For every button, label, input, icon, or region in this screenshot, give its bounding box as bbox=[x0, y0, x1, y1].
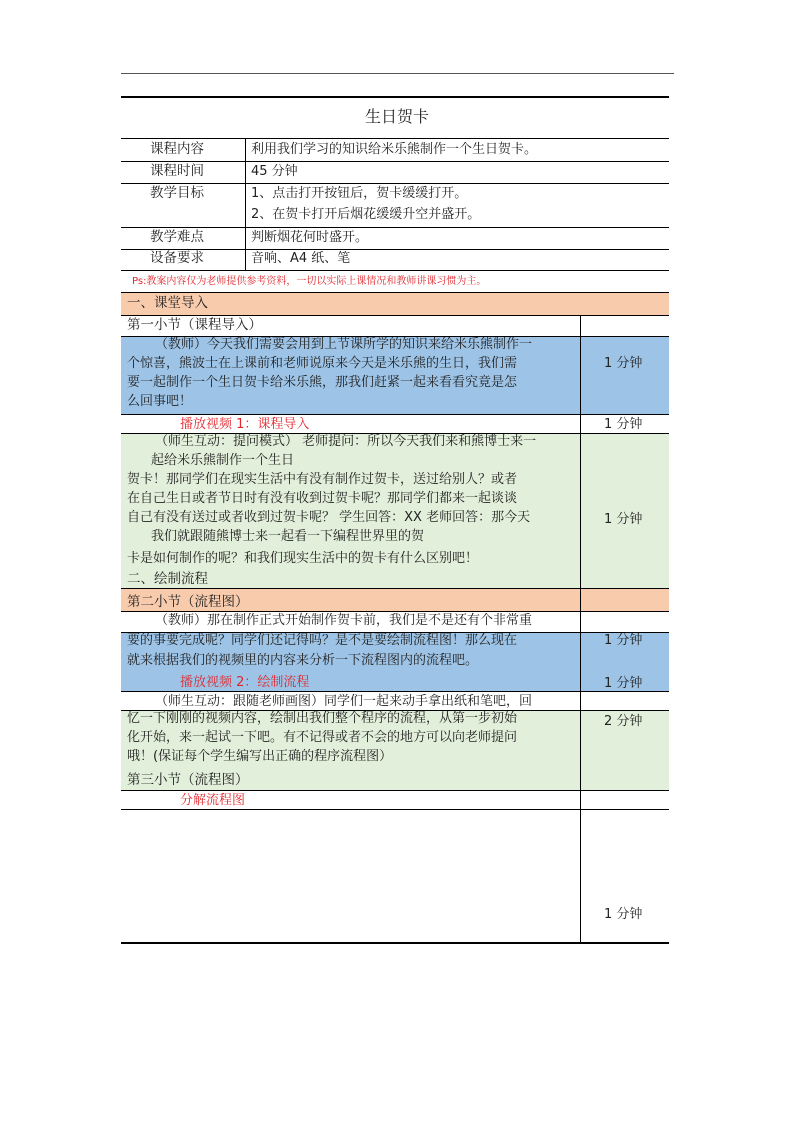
duration-label: 1 分钟 bbox=[604, 356, 643, 371]
duration-label: 1 分钟 bbox=[604, 512, 643, 527]
teacher-line: 就来根据我们的视频里的内容来分析一下流程图内的流程吧。 bbox=[127, 653, 479, 668]
video-2-label: 播放视频 2：绘制流程 bbox=[180, 675, 310, 690]
section-1-title: 一、课堂导入 bbox=[127, 295, 208, 311]
subsection-1-title: 第一小节（课程导入） bbox=[127, 317, 262, 333]
decompose-label: 分解流程图 bbox=[180, 793, 246, 808]
header-rule bbox=[121, 73, 674, 74]
duration-label: 1 分钟 bbox=[604, 676, 643, 691]
interact-line: 自己有没有送过或者收到过贺卡呢？ 学生回答：XX 老师回答：那今天 bbox=[127, 510, 531, 525]
interact-line: 哦！(保证每个学生编写出正确的程序流程图） bbox=[127, 749, 393, 764]
info-value-time: 45 分钟 bbox=[251, 164, 298, 179]
info-value-goal-1: 1、点击打开按钮后，贺卡缓缓打开。 bbox=[251, 186, 468, 201]
subsection-2-title: 第二小节（流程图） bbox=[127, 594, 249, 610]
info-value-content: 利用我们学习的知识给米乐熊制作一个生日贺卡。 bbox=[251, 142, 538, 157]
interact-line: 忆一下刚刚的视频内容，绘制出我们整个程序的流程，从第一步初始 bbox=[127, 711, 518, 726]
teacher-line: 个惊喜，熊波士在上课前和老师说原来今天是米乐熊的生日，我们需 bbox=[127, 356, 518, 371]
document-title: 生日贺卡 bbox=[364, 107, 429, 126]
duration-label: 2 分钟 bbox=[604, 714, 643, 729]
teacher-line: （教师）今天我们需要会用到上节课所学的知识来给米乐熊制作一 bbox=[155, 337, 533, 352]
duration-label: 1 分钟 bbox=[604, 633, 643, 648]
teacher-line: 要的事要完成呢？同学们还记得吗？是不是要绘制流程图！那么现在 bbox=[127, 633, 518, 648]
interact-line: 化开始，来一起试一下吧。有不记得或者不会的地方可以向老师提问 bbox=[127, 730, 518, 745]
info-label-content: 课程内容 bbox=[150, 141, 204, 157]
info-label-time: 课程时间 bbox=[150, 163, 204, 179]
note-text: Ps:教案内容仅为老师提供参考资料，一切以实际上课情况和教师讲课习惯为主。 bbox=[132, 276, 487, 287]
info-label-difficulty: 教学难点 bbox=[150, 229, 204, 245]
teacher-line: 要一起制作一个生日贺卡给米乐熊，那我们赶紧一起来看看究竟是怎 bbox=[127, 375, 518, 390]
interact-line: 我们就跟随熊博士来一起看一下编程世界里的贺 bbox=[151, 529, 425, 544]
table-top-rule bbox=[121, 96, 669, 98]
interact-line: 卡是如何制作的呢？和我们现实生活中的贺卡有什么区别吧！ bbox=[127, 551, 479, 566]
interact-line: （师生互动：跟随老师画图）同学们一起来动手拿出纸和笔吧，回 bbox=[155, 694, 533, 709]
teacher-line: 么回事吧！ bbox=[127, 394, 193, 409]
subsection-3-title: 第三小节（流程图） bbox=[127, 772, 249, 788]
interact-line: 起给米乐熊制作一个生日 bbox=[151, 453, 295, 468]
info-value-equipment: 音响、A4 纸、笔 bbox=[251, 251, 351, 266]
duration-label: 1 分钟 bbox=[604, 417, 643, 432]
info-label-equipment: 设备要求 bbox=[150, 250, 204, 266]
time-column-divider bbox=[580, 315, 581, 943]
info-value-difficulty: 判断烟花何时盛开。 bbox=[251, 230, 369, 245]
interact-line: 在自己生日或者节日时有没有收到过贺卡呢？那同学们都来一起谈谈 bbox=[127, 491, 518, 506]
video-1-label: 播放视频 1：课程导入 bbox=[180, 417, 310, 432]
info-value-goal-2: 2、在贺卡打开后烟花缓缓升空并盛开。 bbox=[251, 207, 481, 222]
duration-label: 1 分钟 bbox=[604, 907, 643, 922]
section-2-title: 二、绘制流程 bbox=[127, 571, 208, 587]
info-label-goal: 教学目标 bbox=[150, 185, 204, 201]
interact-line: （师生互动：提问模式） 老师提问：所以今天我们来和熊博士来一 bbox=[155, 434, 537, 449]
interact-line: 贺卡！那同学们在现实生活中有没有制作过贺卡，送过给别人？或者 bbox=[127, 472, 518, 487]
teacher-line: （教师）那在制作正式开始制作贺卡前，我们是不是还有个非常重 bbox=[155, 613, 533, 628]
